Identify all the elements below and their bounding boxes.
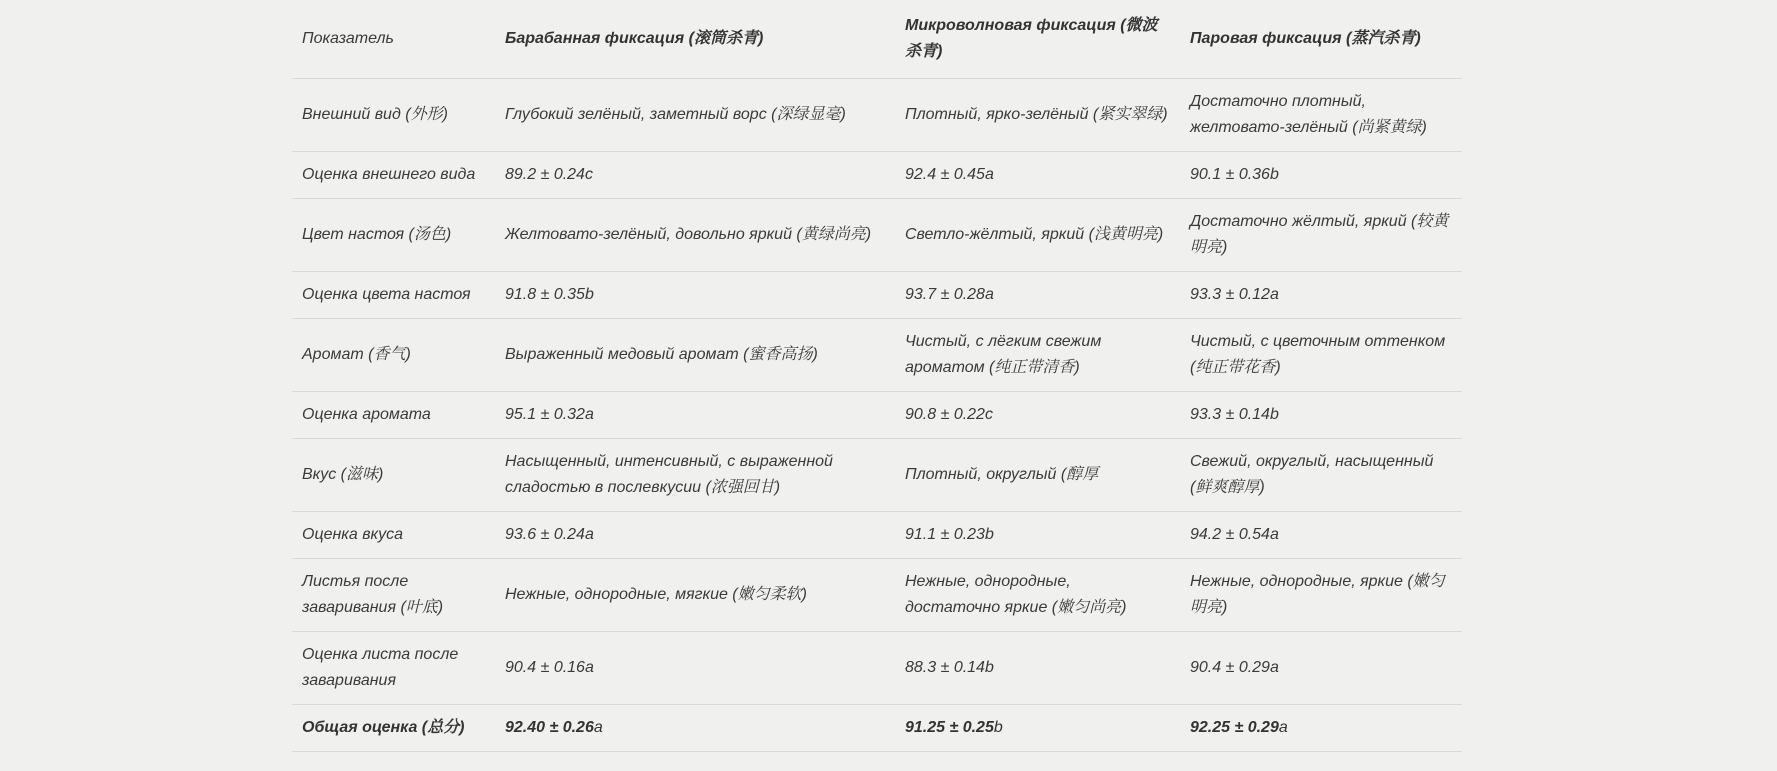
table-cell: 89.2 ± 0.24c <box>495 152 895 199</box>
column-header-indicator: Показатель <box>292 0 495 79</box>
significance-letter: b <box>993 719 1003 736</box>
total-score-value: 92.25 ± 0.29 <box>1190 719 1279 736</box>
row-label: Листья после заваривания (叶底) <box>292 559 495 632</box>
row-label: Вкус (滋味) <box>292 439 495 512</box>
total-score-steam <box>1180 705 1462 752</box>
column-header-steam: Паровая фиксация (蒸汽杀青) <box>1180 0 1462 79</box>
table-cell: 91.1 ± 0.23b <box>895 512 1180 559</box>
row-label: Аромат (香气) <box>292 319 495 392</box>
table-cell: Светло-жёлтый, яркий (浅黄明亮) <box>895 199 1180 272</box>
table-cell: 95.1 ± 0.32a <box>495 392 895 439</box>
table-cell: 93.6 ± 0.24a <box>495 512 895 559</box>
row-label: Оценка цвета настоя <box>292 272 495 319</box>
total-score-row <box>292 705 1462 752</box>
table-cell: Плотный, округлый (醇厚 <box>895 439 1180 512</box>
table-row <box>292 439 1462 512</box>
significance-letter: a <box>1278 719 1288 736</box>
column-header-drum: Барабанная фиксация (滚筒杀青) <box>495 0 895 79</box>
table-cell: Чистый, с лёгким свежим ароматом (纯正带清香) <box>895 319 1180 392</box>
table-row <box>292 512 1462 559</box>
table-cell: 93.3 ± 0.14b <box>1180 392 1462 439</box>
table-cell: Плотный, ярко-зелёный (紧实翠绿) <box>895 79 1180 152</box>
table-row <box>292 319 1462 392</box>
table-cell: 90.4 ± 0.29a <box>1180 632 1462 705</box>
table-cell: Выраженный медовый аромат (蜜香高扬) <box>495 319 895 392</box>
table-cell: Нежные, однородные, яркие (嫩匀明亮) <box>1180 559 1462 632</box>
row-label: Оценка аромата <box>292 392 495 439</box>
table-cell: Желтовато-зелёный, довольно яркий (黄绿尚亮) <box>495 199 895 272</box>
significance-letter: a <box>593 719 603 736</box>
table-cell: Достаточно плотный, желтовато-зелёный (尚紧黄绿) <box>1180 79 1462 152</box>
table-row <box>292 272 1462 319</box>
table-cell: 90.8 ± 0.22c <box>895 392 1180 439</box>
table-row <box>292 632 1462 705</box>
table-row <box>292 392 1462 439</box>
table-cell: 90.1 ± 0.36b <box>1180 152 1462 199</box>
row-label: Цвет настоя (汤色) <box>292 199 495 272</box>
table-cell: 90.4 ± 0.16a <box>495 632 895 705</box>
total-score-value: 91.25 ± 0.25 <box>905 719 994 736</box>
table-cell: Чистый, с цветочным оттенком (纯正带花香) <box>1180 319 1462 392</box>
table-cell: Свежий, округлый, насыщенный (鲜爽醇厚) <box>1180 439 1462 512</box>
total-score-drum <box>495 705 895 752</box>
evaluation-table-container <box>292 0 1462 752</box>
table-row <box>292 199 1462 272</box>
row-label: Оценка вкуса <box>292 512 495 559</box>
row-label: Оценка внешнего вида <box>292 152 495 199</box>
table-row <box>292 152 1462 199</box>
table-cell: 94.2 ± 0.54a <box>1180 512 1462 559</box>
table-cell: Глубокий зелёный, заметный ворс (深绿显毫) <box>495 79 895 152</box>
table-header-row <box>292 0 1462 79</box>
table-cell: 93.7 ± 0.28a <box>895 272 1180 319</box>
table-cell: Насыщенный, интенсивный, с выраженной сладостью в послевкусии (浓强回甘) <box>495 439 895 512</box>
column-header-microwave: Микроволновая фиксация (微波杀青) <box>895 0 1180 79</box>
table-cell: 88.3 ± 0.14b <box>895 632 1180 705</box>
total-score-microwave <box>895 705 1180 752</box>
table-cell: Нежные, однородные, мягкие (嫩匀柔软) <box>495 559 895 632</box>
table-cell: 91.8 ± 0.35b <box>495 272 895 319</box>
row-label: Оценка листа после заваривания <box>292 632 495 705</box>
table-cell: 92.4 ± 0.45a <box>895 152 1180 199</box>
sensory-evaluation-table <box>292 0 1462 752</box>
total-score-label: Общая оценка (总分) <box>292 705 495 752</box>
total-score-value: 92.40 ± 0.26 <box>505 719 594 736</box>
table-row <box>292 79 1462 152</box>
table-cell: Нежные, однородные, достаточно яркие (嫩匀尚亮) <box>895 559 1180 632</box>
table-cell: Достаточно жёлтый, яркий (较黄明亮) <box>1180 199 1462 272</box>
table-row <box>292 559 1462 632</box>
table-cell: 93.3 ± 0.12a <box>1180 272 1462 319</box>
row-label: Внешний вид (外形) <box>292 79 495 152</box>
